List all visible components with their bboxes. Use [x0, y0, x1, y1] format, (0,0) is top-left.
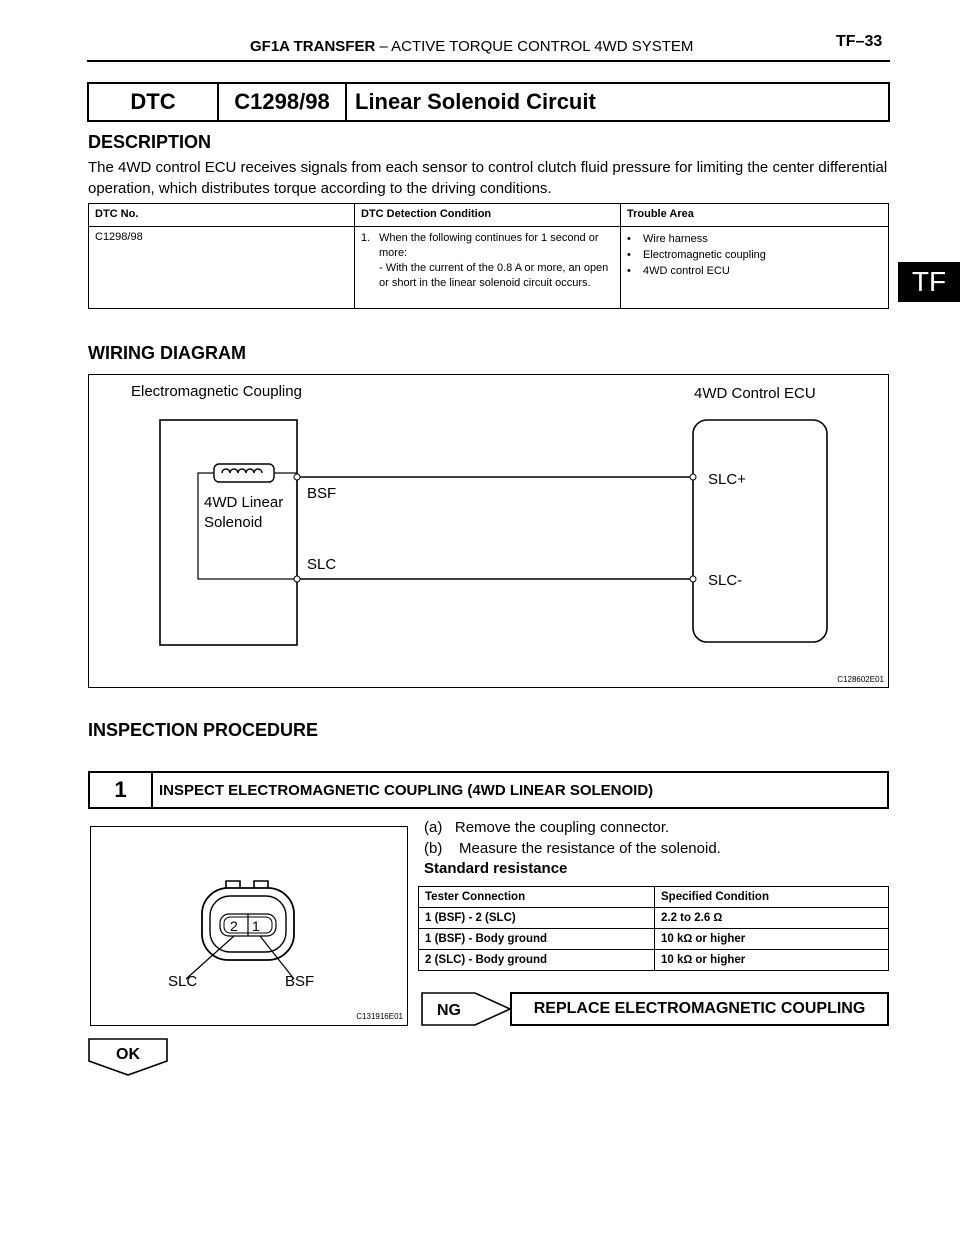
dtc-number-cell: C1298/98 [89, 227, 355, 309]
connector-diagram [90, 826, 408, 1026]
connector-label-slc: SLC [168, 973, 198, 990]
resistance-table [418, 886, 889, 971]
specified-condition: 10 kΩ or higher [655, 929, 889, 950]
wiring-figure-id: C128602E01 [837, 675, 884, 684]
trouble-area-item: • Electromagnetic coupling [627, 247, 882, 263]
connector-figure-id: C131916E01 [356, 1012, 403, 1021]
description-text: The 4WD control ECU receives signals from each sensor to control clutch fluid pressure for limiting the center differential operation, which distributes torque according to the driving conditions. [88, 159, 888, 197]
ng-arrow [421, 990, 513, 1028]
dtc-condition-cell [355, 227, 621, 309]
header-title-rest: – ACTIVE TORQUE CONTROL 4WD SYSTEM [375, 38, 694, 55]
trouble-area-item: • 4WD control ECU [627, 263, 882, 279]
ok-arrow [87, 1037, 171, 1077]
specified-condition: 2.2 to 2.6 Ω [655, 908, 889, 929]
terminal-dot [294, 576, 300, 582]
condition-number: 1. [361, 232, 371, 244]
coupling-outline [160, 420, 297, 645]
wiring-diagram [88, 374, 889, 688]
header-title [250, 38, 693, 55]
ng-action-box[interactable]: REPLACE ELECTROMAGNETIC COUPLING [510, 992, 889, 1026]
coil-icon [214, 464, 274, 482]
instruction-b-label: (b) [424, 840, 443, 857]
solenoid-label-2: Solenoid [204, 514, 263, 531]
ecu-pin-slc-plus: SLC+ [708, 471, 746, 488]
step-box [88, 771, 889, 809]
section-tab[interactable]: TF [898, 262, 960, 302]
pin-label-1: 1 [252, 918, 260, 934]
step-number: 1 [90, 773, 153, 807]
description-heading: DESCRIPTION [88, 132, 212, 152]
terminal-dot [690, 474, 696, 480]
tester-connection: 2 (SLC) - Body ground [419, 950, 655, 971]
standard-resistance-heading: Standard resistance [424, 860, 568, 877]
wire-label-bsf: BSF [307, 485, 337, 502]
instruction-a-label: (a) [424, 819, 443, 836]
condition-line-2: - With the current of the 0.8 A or more, an open or short in the linear solenoid circuit occurs. [379, 262, 609, 289]
ng-arrow-shape [422, 993, 510, 1025]
dtc-table [88, 203, 889, 309]
instruction-b-text: Measure the resistance of the solenoid. [459, 840, 721, 857]
dtc-table-header: Trouble Area [621, 204, 889, 227]
trouble-area-cell [621, 227, 889, 309]
dtc-name: Linear Solenoid Circuit [355, 89, 596, 114]
wire-label-slc: SLC [307, 556, 337, 573]
coupling-title: Electromagnetic Coupling [131, 383, 302, 400]
dtc-table-header: DTC No. [89, 204, 355, 227]
dtc-table-header: DTC Detection Condition [355, 204, 621, 227]
step-title: INSPECT ELECTROMAGNETIC COUPLING (4WD LINEAR SOLENOID) [159, 781, 654, 799]
pin-label-2: 2 [230, 918, 238, 934]
dtc-label: DTC [89, 84, 219, 120]
header-title-bold: GF1A TRANSFER [250, 38, 376, 55]
inspection-heading: INSPECTION PROCEDURE [88, 720, 319, 740]
ok-label: OK [116, 1046, 140, 1063]
terminal-dot [294, 474, 300, 480]
connector-latch [226, 881, 268, 888]
ecu-outline [693, 420, 827, 642]
page-number: TF–33 [836, 33, 883, 50]
ecu-pin-slc-minus: SLC- [708, 572, 743, 589]
instruction-b [424, 838, 721, 859]
terminal-dot [690, 576, 696, 582]
specified-condition: 10 kΩ or higher [655, 950, 889, 971]
connector-figure-frame [90, 826, 408, 1026]
wiring-diagram-frame [88, 374, 889, 688]
tester-connection: 1 (BSF) - 2 (SLC) [419, 908, 655, 929]
resistance-table-header: Tester Connection [419, 887, 655, 908]
dtc-title-box [87, 82, 890, 122]
ecu-title: 4WD Control ECU [694, 385, 816, 402]
header-rule [87, 60, 890, 62]
tester-connection: 1 (BSF) - Body ground [419, 929, 655, 950]
dtc-code: C1298/98 [219, 84, 347, 120]
solenoid-label-1: 4WD Linear [204, 494, 284, 511]
trouble-area-item: • Wire harness [627, 231, 882, 247]
instruction-a-text: Remove the coupling connector. [454, 819, 670, 836]
connector-label-bsf: BSF [285, 973, 315, 990]
ng-label: NG [437, 1002, 461, 1019]
resistance-table-header: Specified Condition [655, 887, 889, 908]
wiring-heading: WIRING DIAGRAM [88, 343, 246, 363]
condition-line-1: When the following continues for 1 second or more: [379, 232, 599, 259]
instruction-a [424, 817, 669, 838]
